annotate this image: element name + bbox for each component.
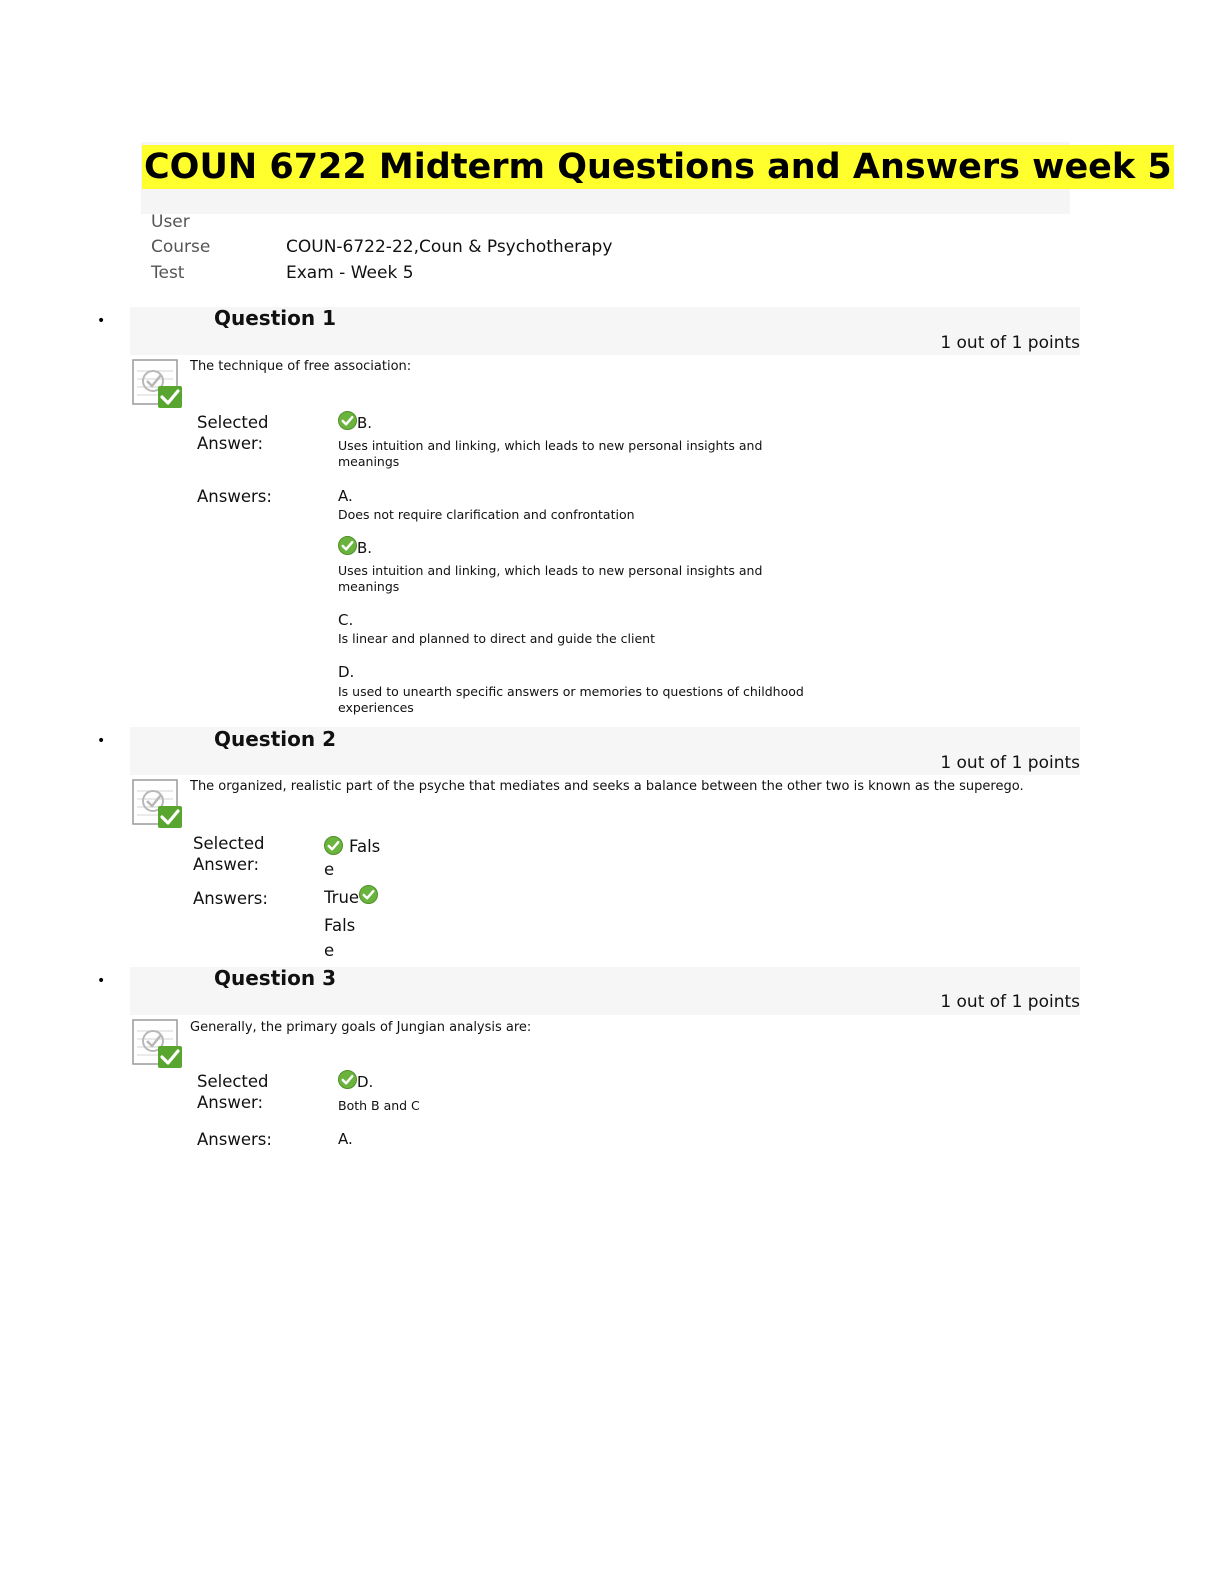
- question-points: 1 out of 1 points: [940, 992, 1080, 1012]
- question-title: Question 1: [214, 306, 336, 330]
- selected-answer-letter: B.: [338, 414, 372, 432]
- question-title: Question 3: [214, 966, 336, 990]
- answer-true: True: [324, 886, 378, 909]
- page-title: COUN 6722 Midterm Questions and Answers week 5: [144, 147, 1172, 187]
- correct-check-icon: [324, 836, 343, 855]
- answer-false: Fals e: [324, 916, 356, 960]
- answer-text: Is linear and planned to direct and guide the client: [338, 631, 655, 646]
- answer-text: Is used to unearth specific answers or memories to questions of childhood experiences: [338, 684, 804, 715]
- course-value: COUN-6722-22,Coun & Psychotherapy: [286, 237, 613, 257]
- answers-label: Answers:: [197, 1130, 272, 1149]
- answer-letter: A.: [338, 487, 353, 505]
- correct-question-icon: [132, 1019, 184, 1069]
- selected-answer-label: Selected Answer:: [193, 834, 265, 874]
- selected-answer-value: Fals e: [324, 837, 381, 879]
- answer-letter: D.: [338, 663, 355, 681]
- question-points: 1 out of 1 points: [940, 753, 1080, 773]
- course-label: Course: [151, 237, 211, 257]
- selected-answer-letter: D.: [338, 1073, 373, 1091]
- question-points: 1 out of 1 points: [940, 333, 1080, 353]
- correct-check-icon: [338, 1070, 357, 1089]
- selected-answer-label: Selected Answer:: [197, 1072, 269, 1112]
- correct-check-icon: [359, 885, 378, 904]
- answer-letter: B.: [338, 539, 372, 557]
- correct-check-icon: [338, 536, 357, 555]
- selected-answer-text: Uses intuition and linking, which leads to new personal insights and meanings: [338, 438, 763, 469]
- answers-label: Answers:: [193, 889, 268, 908]
- bullet: •: [97, 733, 106, 749]
- test-value: Exam - Week 5: [286, 263, 414, 283]
- answer-letter: A.: [338, 1130, 353, 1148]
- correct-question-icon: [132, 779, 184, 829]
- question-text: The organized, realistic part of the psyche that mediates and seeks a balance between the other two is known as the superego.: [190, 779, 1024, 794]
- selected-answer-text: Both B and C: [338, 1098, 420, 1113]
- question-text: The technique of free association:: [190, 359, 412, 374]
- correct-check-icon: [338, 411, 357, 430]
- answer-letter: C.: [338, 611, 354, 629]
- answer-text: Does not require clarification and confrontation: [338, 507, 635, 522]
- question-title: Question 2: [214, 727, 336, 751]
- question-text: Generally, the primary goals of Jungian analysis are:: [190, 1020, 532, 1035]
- bullet: •: [97, 973, 106, 989]
- bullet: •: [97, 313, 106, 329]
- selected-answer-label: Selected Answer:: [197, 413, 269, 453]
- correct-question-icon: [132, 359, 184, 409]
- test-label: Test: [151, 263, 185, 283]
- answer-text: Uses intuition and linking, which leads to new personal insights and meanings: [338, 563, 763, 594]
- answers-label: Answers:: [197, 487, 272, 506]
- user-label: User: [151, 212, 190, 232]
